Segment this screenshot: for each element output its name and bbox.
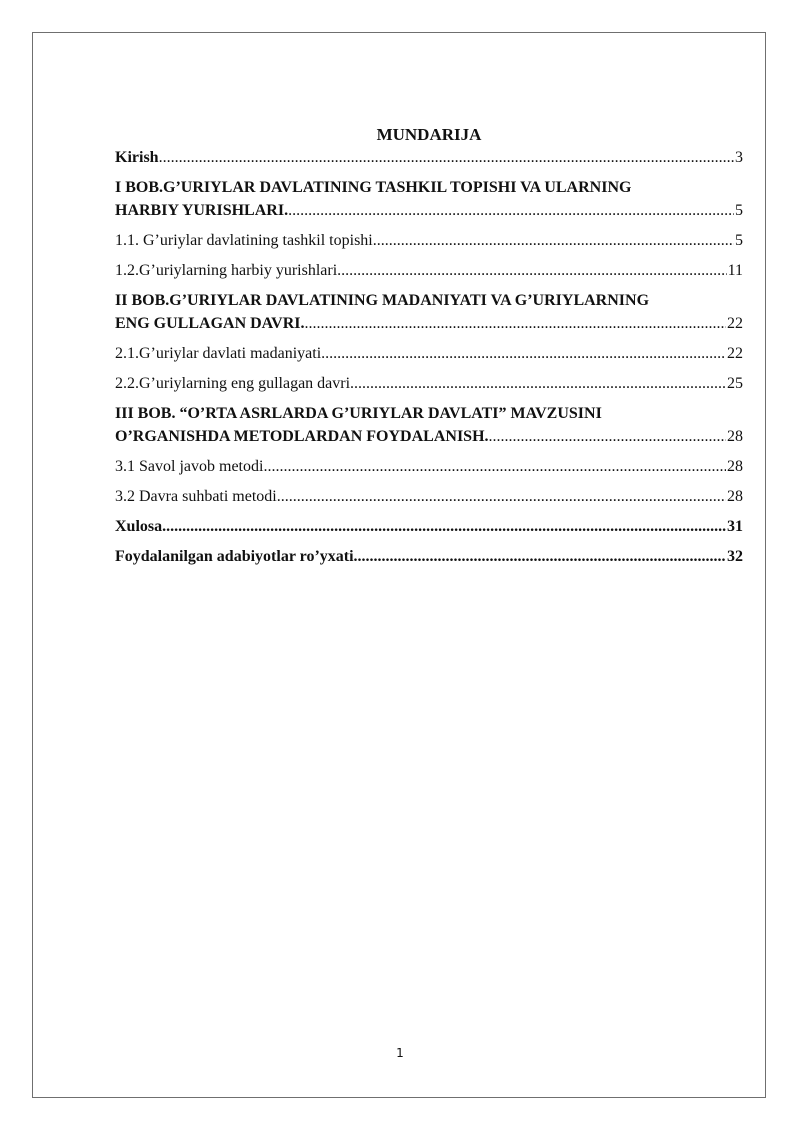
toc-entry-chapter-3[interactable] (115, 402, 743, 448)
dot-leader (489, 425, 726, 448)
dot-leader (263, 455, 726, 478)
table-of-contents (115, 124, 743, 568)
toc-entry-page: 32 (727, 548, 743, 565)
toc-entry-section-3-2[interactable] (115, 485, 743, 508)
toc-entry-page: 28 (727, 428, 743, 445)
toc-entry-bibliography[interactable] (115, 545, 743, 568)
toc-entry-section-1-2[interactable] (115, 259, 743, 282)
toc-entry-page: 25 (727, 375, 743, 392)
toc-entry-page: 5 (735, 232, 743, 249)
toc-entry-text: 3.2 Davra suhbati metodi (115, 488, 277, 505)
dot-leader (337, 259, 726, 282)
toc-entry-xulosa[interactable] (115, 515, 743, 538)
toc-entry-text: ENG GULLAGAN DAVRI. (115, 315, 305, 332)
dot-leader (166, 515, 726, 538)
toc-entry-page: 28 (727, 488, 743, 505)
toc-title: MUNDARIJA (376, 125, 482, 144)
toc-entry-text: 2.1.G’uriylar davlati madaniyati (115, 345, 322, 362)
toc-entry-text: HARBIY YURISHLARI. (115, 202, 289, 219)
toc-entry-text: Kirish (115, 149, 159, 166)
toc-entry-heading-line: III BOB. “O’RTA ASRLARDA G’URIYLAR DAVLATI” MAVZUSINI (115, 405, 602, 422)
dot-leader (373, 229, 734, 252)
toc-entry-section-2-2[interactable] (115, 372, 743, 395)
toc-entry-section-1-1[interactable] (115, 229, 743, 252)
dot-leader (350, 372, 726, 395)
toc-entry-text: 1.1. G’uriylar davlatining tashkil topishi (115, 232, 373, 249)
page-number: 1 (396, 1046, 404, 1060)
dot-leader (321, 342, 726, 365)
dot-leader (277, 485, 726, 508)
dot-leader (288, 199, 734, 222)
toc-entry-page: 22 (727, 345, 743, 362)
toc-entry-section-2-1[interactable] (115, 342, 743, 365)
toc-entry-page: 11 (727, 262, 743, 279)
toc-entry-text: Xulosa. (115, 518, 167, 535)
toc-entry-text: 2.2.G’uriylarning eng gullagan davri (115, 375, 351, 392)
toc-entry-text: 1.2.G’uriylarning harbiy yurishlari (115, 262, 338, 279)
dot-leader (354, 545, 726, 568)
toc-entry-text: 3.1 Savol javob metodi (115, 458, 264, 475)
toc-entry-page: 31 (727, 518, 743, 535)
toc-entry-page: 5 (735, 202, 743, 219)
dot-leader (159, 146, 734, 169)
toc-entry-heading-line: II BOB.G’URIYLAR DAVLATINING MADANIYATI VA G’URIYLARNING (115, 292, 650, 309)
toc-entry-text: Foydalanilgan adabiyotlar ro’yxati (115, 548, 354, 565)
toc-entry-chapter-1[interactable] (115, 176, 743, 222)
toc-entry-page: 28 (727, 458, 743, 475)
toc-entry-page: 3 (735, 149, 743, 166)
toc-entry-kirish[interactable] (115, 146, 743, 169)
toc-entry-section-3-1[interactable] (115, 455, 743, 478)
dot-leader (305, 312, 726, 335)
toc-entry-heading-line: I BOB.G’URIYLAR DAVLATINING TASHKIL TOPISHI VA ULARNING (115, 179, 632, 196)
toc-entry-text: O’RGANISHDA METODLARDAN FOYDALANISH. (115, 428, 489, 445)
toc-entry-page: 22 (727, 315, 743, 332)
toc-entry-chapter-2[interactable] (115, 289, 743, 335)
